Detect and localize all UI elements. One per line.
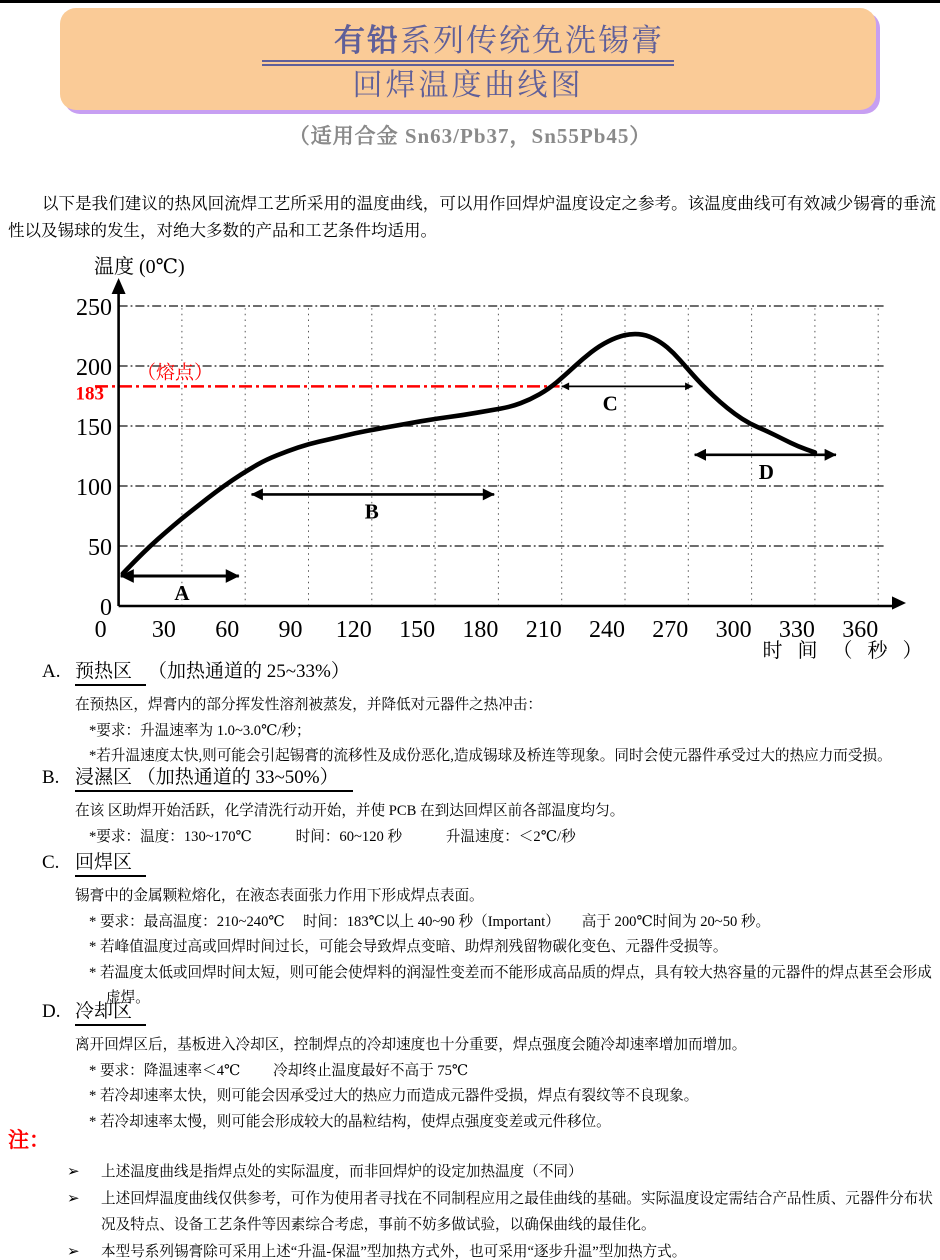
text-line: *若升温速度太快,则可能会引起锡膏的流移性及成份恶化,造成锡球及桥连等现象。同时会使元器件承受过大的热应力而受损。: [89, 748, 892, 765]
title-underline: [262, 23, 674, 66]
intro-paragraph: 以下是我们建议的热风回流焊工艺所采用的温度曲线，可以用作回焊炉温度设定之参考。该温度曲线可有效减少锡膏的垂流性以及锡球的发生，对绝大多数的产品和工艺条件均适用。: [8, 194, 936, 240]
y-tick-label: 200: [76, 355, 112, 381]
section-letter: A.: [42, 661, 61, 682]
section-heading: [42, 660, 940, 684]
section-body: [75, 799, 940, 850]
melting-point-caption: （熔点）: [137, 362, 214, 384]
y-axis-title: 温度 (0℃): [94, 256, 185, 278]
alloy-subtitle: （适用合金 Sn63/Pb37，Sn55Pb45）: [288, 124, 652, 148]
text-line: *要求：温度：130~170℃ 时间：60~120 秒 升温速度：＜2℃/秒: [89, 828, 576, 845]
x-tick-label: 30: [151, 617, 176, 643]
text-line: *要求：升温速率为 1.0~3.0℃/秒；: [89, 722, 311, 739]
note-text: 本型号系列锡膏除可采用上述“升温-保温”型加热方式外，也可采用“逐步升温”型加热方式。: [101, 1244, 687, 1260]
section-letter: D.: [42, 1001, 61, 1022]
x-tick-label: 150: [399, 617, 436, 643]
x-tick-label: 180: [462, 617, 499, 643]
title-line-1: [60, 22, 876, 60]
x-axis-arrow: [892, 596, 906, 609]
arrow-bullet-icon: ➢: [67, 1191, 80, 1207]
note-item: [65, 1186, 934, 1238]
note-text: 上述温度曲线是指焊点处的实际温度，而非回焊炉的设定加热温度（不同）: [101, 1164, 583, 1180]
temperature-curve: [123, 334, 815, 574]
note-text: 上述回焊温度曲线仅供参考，可作为使用者寻找在不同制程应用之最佳曲线的基础。实际温度设定需结合产品性质、元器件分布状况及特点、设备工艺条件等因素综合考虑，事前不妨多做试验，以确保曲线的最佳化。: [101, 1191, 933, 1233]
text-line: * 若冷却速率太慢，则可能会形成较大的晶粒结构，使焊点强度变差或元件移位。: [89, 1113, 611, 1130]
melting-temp-label: 183: [75, 383, 104, 405]
section-title-suffix: （加热通道的 25~33%）: [148, 661, 350, 682]
title-line-2: 回焊温度曲线图: [352, 69, 584, 102]
title-emphasis: 有铅: [334, 23, 400, 58]
text-line: * 若冷却速率太快，则可能会因承受过大的热应力而造成元器件受损，焊点有裂纹等不良现象。: [89, 1088, 699, 1105]
text-line: * 要求：最高温度：210~240℃ 时间：183℃以上 40~90 秒（Important） 高于 200℃时间为 20~50 秒。: [89, 913, 771, 930]
text-line: * 若峰值温度过高或回焊时间过长，可能会导致焊点变暗、助焊剂残留物碳化变色、元器件受损等。: [89, 939, 728, 956]
text-line: 离开回焊区后，基板进入冷却区，控制焊点的冷却速度也十分重要，焊点强度会随冷却速率增加而增加。: [75, 1037, 747, 1053]
notes-section: [8, 1124, 934, 1260]
x-tick-label: 0: [94, 617, 107, 643]
zone-label-C: C: [602, 391, 618, 416]
y-tick-label: 0: [100, 595, 112, 621]
x-tick-label: 240: [589, 617, 625, 643]
text-line: 在预热区，焊膏内的部分挥发性溶剂被蒸发，并降低对元器件之热冲击：: [75, 697, 543, 713]
section-heading: [42, 766, 940, 790]
title-main: 系列传统免洗锡膏: [400, 23, 664, 58]
section-title: 冷却区: [75, 1001, 146, 1026]
page-top-rule: [0, 0, 940, 3]
x-tick-label: 120: [335, 617, 372, 643]
x-tick-label: 300: [715, 617, 752, 643]
y-tick-label: 50: [88, 535, 112, 561]
notes-label: 注：: [8, 1128, 50, 1152]
arrow-bullet-icon: ➢: [67, 1164, 80, 1180]
x-tick-label: 270: [652, 617, 689, 643]
y-tick-label: 100: [76, 475, 112, 501]
y-tick-label: 150: [76, 415, 112, 441]
section-letter: C.: [42, 852, 60, 873]
text-line: 在该 区助焊开始活跃，化学清洗行动开始，并使 PCB 在到达回焊区前各部温度均匀。: [75, 803, 625, 819]
section-soak-zone: [42, 766, 940, 850]
section-reflow-zone: [42, 851, 940, 1012]
text-line: * 要求：降温速率＜4℃ 冷却终止温度最好不高于 75℃: [89, 1062, 469, 1079]
section-body: [75, 1033, 940, 1135]
text-line: * 若温度太低或回焊时间太短，则可能会使焊料的润湿性变差而不能形成高品质的焊点，具有较大热容量的元器件的焊点甚至会形成虚焊。: [89, 964, 932, 1007]
x-tick-label: 60: [215, 617, 240, 643]
section-cooling-zone: [42, 1000, 940, 1135]
section-body: [75, 884, 940, 1012]
section-heading: [42, 1000, 940, 1024]
text-line: 锡膏中的金属颗粒熔化，在液态表面张力作用下形成焊点表面。: [75, 888, 484, 904]
x-tick-label: 360: [842, 617, 879, 643]
header-banner: [60, 8, 876, 110]
arrow-bullet-icon: ➢: [67, 1244, 80, 1260]
section-title: 回焊区: [75, 852, 146, 877]
zone-label-A: A: [174, 581, 190, 605]
y-axis-arrow: [112, 278, 126, 294]
note-item: [65, 1239, 934, 1260]
section-body: [75, 693, 940, 770]
note-item: [65, 1159, 934, 1185]
x-tick-label: 330: [778, 617, 815, 643]
section-title: 预热区: [75, 661, 146, 686]
section-title: 浸濕区 （加热通道的 33~50%）: [75, 767, 353, 792]
section-letter: B.: [42, 767, 60, 788]
y-tick-label: 250: [76, 295, 112, 321]
zone-label-B: B: [364, 499, 379, 524]
x-tick-label: 210: [525, 617, 562, 643]
notes-list: [65, 1159, 934, 1260]
x-axis-title: 时 间 （ 秒 ）: [762, 640, 928, 662]
zone-label-D: D: [758, 459, 774, 484]
x-tick-label: 90: [278, 617, 303, 643]
section-heading: [42, 851, 940, 875]
section-preheat-zone: [42, 660, 940, 770]
